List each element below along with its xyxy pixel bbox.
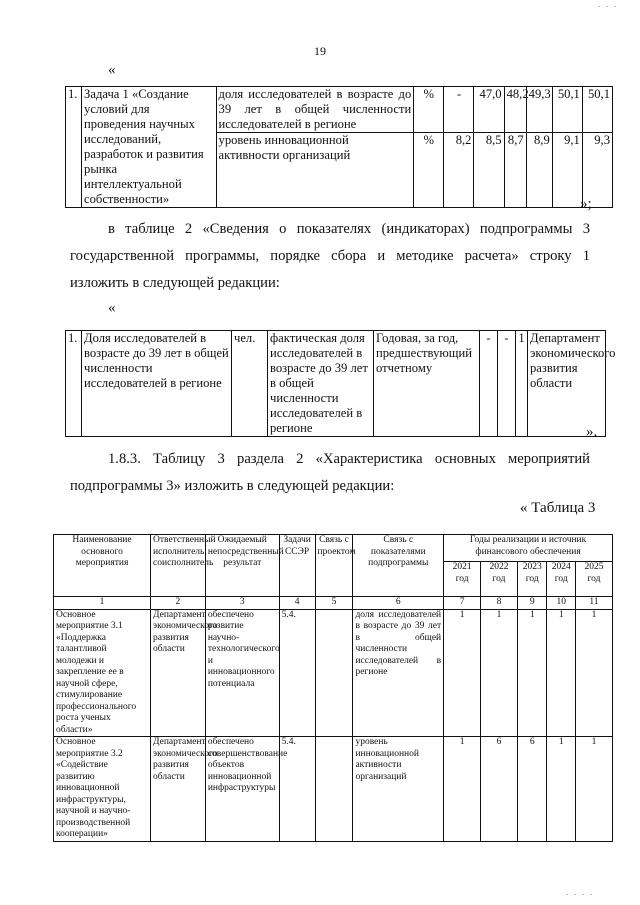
indicator-method-table-fragment: [65, 330, 616, 437]
page-number: 19: [314, 44, 326, 58]
header-year: 2025 год: [575, 562, 612, 597]
indicator-name: доля исследователей в возрасте до 39 лет в общей численности исследователей в регионе: [216, 87, 414, 133]
unit: чел.: [232, 331, 268, 437]
indicator-name: Доля исследователей в возрасте до 39 лет в общей численности исследователей в регионе: [82, 331, 232, 437]
corner-mark-bottom: . . . .: [566, 888, 594, 897]
expected-result: обеспечено развитие научно-технологического и инновационного потенциала: [205, 609, 279, 737]
executor: Департамент экономического развития области: [151, 609, 206, 737]
year-value: 1: [444, 737, 481, 842]
ssep-task: 5.4.: [279, 609, 315, 737]
value: 8,2: [444, 133, 474, 208]
responsible-dept: Департамент экономического развития области: [528, 331, 606, 437]
value: 50,1: [552, 87, 582, 133]
unit: %: [414, 87, 444, 133]
header-project-link: Связь с проектом: [315, 535, 353, 597]
indicator-link: уровень инновационной активности организаций: [353, 737, 444, 842]
year-value: 1: [575, 609, 612, 737]
year-value: 1: [547, 737, 575, 842]
close-quote-1: »;: [580, 196, 592, 212]
project-link: [315, 737, 353, 842]
header-year: 2021 год: [444, 562, 481, 597]
value: 50,1: [582, 87, 612, 133]
value: 8,5: [474, 133, 504, 208]
indicator-link: доля исследователей в возрасте до 39 лет в общей численности исследователей в регионе: [353, 609, 444, 737]
year-value: 1: [481, 609, 518, 737]
year-value: 6: [481, 737, 518, 842]
table-row: [54, 609, 613, 737]
indicator-name: уровень инновационной активности организаций: [216, 133, 414, 208]
project-link: [315, 609, 353, 737]
year-value: 1: [517, 609, 547, 737]
column-number: 4: [279, 597, 315, 610]
column-number: 7: [444, 597, 481, 610]
column-number: 3: [205, 597, 279, 610]
value: 47,0: [474, 87, 504, 133]
column-number: 10: [547, 597, 575, 610]
paragraph-table3: 1.8.3. Таблицу 3 раздела 2 «Характеристика основных мероприятий подпрограммы 3» изложить в следующей редакции:: [70, 451, 590, 494]
cell: 1: [516, 331, 528, 437]
table3-caption: « Таблица 3: [520, 500, 596, 516]
value: 8,9: [526, 133, 552, 208]
header-result: Ожидаемый непосредственный результат: [205, 535, 279, 597]
ssep-task: 5.4.: [279, 737, 315, 842]
year-value: 6: [517, 737, 547, 842]
value: -: [444, 87, 474, 133]
value: 8,7: [504, 133, 526, 208]
column-number: 11: [575, 597, 612, 610]
open-quote-2: «: [108, 300, 116, 316]
task-name: Задача 1 «Создание условий для проведения научных исследований, разработок и развития рынка интеллектуальной собственности»: [82, 87, 216, 208]
indicator-table-fragment: [65, 86, 613, 208]
header-row: [54, 535, 613, 562]
header-year: 2022 год: [481, 562, 518, 597]
column-number: 6: [353, 597, 444, 610]
header-years-group: Годы реализации и источник финансового обеспечения: [444, 535, 613, 562]
table-row: [66, 331, 606, 437]
value: 48,2: [504, 87, 526, 133]
column-number: 2: [151, 597, 206, 610]
header-measure: Наименование основного мероприятия: [54, 535, 151, 597]
value: 9,1: [552, 133, 582, 208]
header-indicator-link: Связь с показателями подпрограммы: [353, 535, 444, 597]
row-number: 1.: [66, 331, 82, 437]
year-value: 1: [547, 609, 575, 737]
year-value: 1: [444, 609, 481, 737]
year-value: 1: [575, 737, 612, 842]
calc-method: фактическая доля исследователей в возрасте до 39 лет в общей численности исследователей в регионе: [268, 331, 374, 437]
measures-table: [53, 534, 613, 842]
table-row: [54, 737, 613, 842]
header-year: 2023 год: [517, 562, 547, 597]
table-row: [66, 87, 613, 133]
unit: %: [414, 133, 444, 208]
header-year: 2024 год: [547, 562, 575, 597]
executor: Департамент экономического развития области: [151, 737, 206, 842]
expected-result: обеспечено совершенствование объектов инновационной инфраструктуры: [205, 737, 279, 842]
value: 9,3: [582, 133, 612, 208]
corner-mark-top: . . .: [598, 0, 618, 9]
measure-name: Основное мероприятие 3.2 «Содействие развитию инновационной инфраструктуры, научной и научно-производственной кооперации»: [54, 737, 151, 842]
collection-period: Годовая, за год, предшествующий отчетному: [374, 331, 480, 437]
header-executor: Ответственный исполнитель, соисполнитель: [151, 535, 206, 597]
column-number: 8: [481, 597, 518, 610]
open-quote-1: «: [108, 62, 116, 78]
column-number: 5: [315, 597, 353, 610]
close-quote-2: ».: [586, 424, 598, 440]
column-number: 1: [54, 597, 151, 610]
paragraph-table2: в таблице 2 «Сведения о показателях (индикаторах) подпрограммы 3 государственной программы, порядке сбора и методике расчета» строку 1 изложить в следующей редакции:: [70, 221, 590, 291]
cell: -: [498, 331, 516, 437]
measure-name: Основное мероприятие 3.1 «Поддержка талантливой молодежи и закрепление ее в научной сфере, стимулирование профессионального роста ученых области»: [54, 609, 151, 737]
column-number: 9: [517, 597, 547, 610]
header-tasks: Задачи ССЭР: [279, 535, 315, 597]
column-number-row: [54, 597, 613, 610]
cell: -: [480, 331, 498, 437]
value: 49,3: [526, 87, 552, 133]
row-number: 1.: [66, 87, 82, 208]
